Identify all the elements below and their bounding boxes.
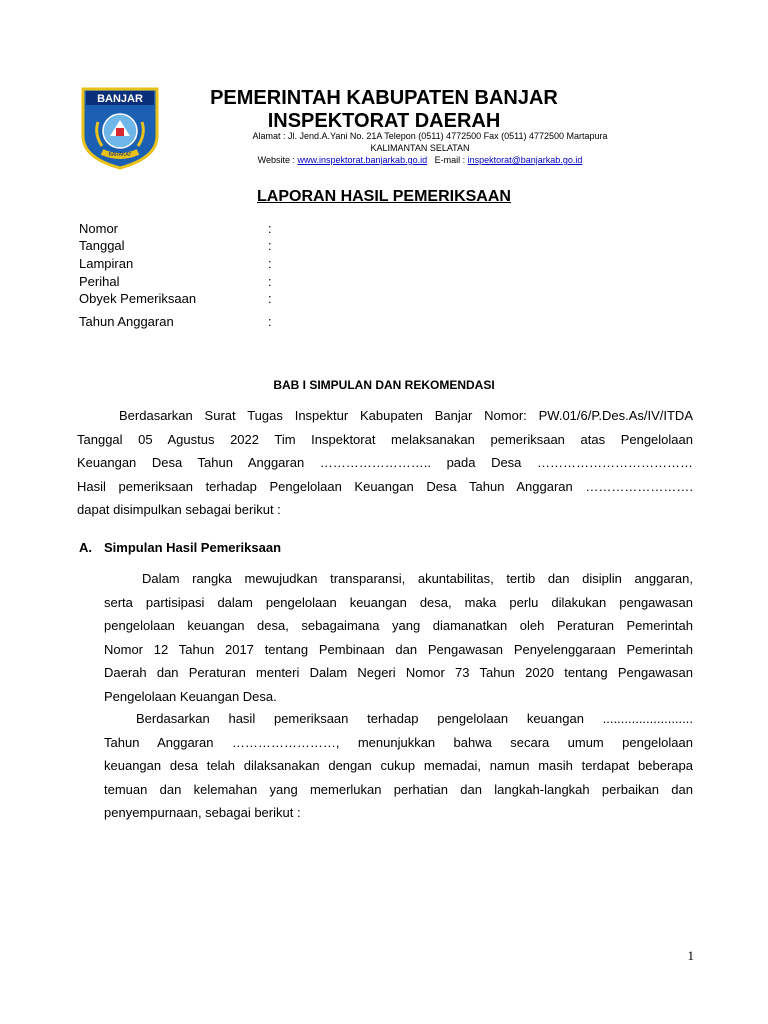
para1-line: Dalam rangka mewujudkan transparansi, akuntabilitas, tertib dan disiplin anggaran, <box>142 571 693 586</box>
meta-colon: : <box>268 274 272 289</box>
meta-colon: : <box>268 291 272 306</box>
intro-line: Berdasarkan Surat Tugas Inspektur Kabupaten Banjar Nomor: PW.01/6/P.Des.As/IV/ITDA <box>119 408 693 423</box>
org-line-2: INSPEKTORAT DAERAH <box>267 110 501 132</box>
meta-label-nomor: Nomor <box>79 221 119 236</box>
intro-line: Keuangan Desa Tahun Anggaran …………………….. pada Desa ……………………………… <box>77 455 693 470</box>
intro-line: Tanggal 05 Agustus 2022 Tim Inspektorat melaksanakan pemeriksaan atas Pengelolaan <box>77 431 693 447</box>
website-label: Website : <box>257 155 298 165</box>
email-link[interactable]: inspektorat@banjarkab.go.id <box>467 155 583 165</box>
contact-line <box>180 155 660 166</box>
para1-line: Daerah dan Peraturan menteri Dalam Negeri Nomor 73 Tahun 2020 tentang Pengawasan <box>104 665 693 680</box>
website-link[interactable]: www.inspektorat.banjarkab.go.id <box>297 155 428 165</box>
meta-label-perihal: Perihal <box>79 274 120 289</box>
banjar-logo <box>80 86 160 170</box>
meta-label-tahun: Tahun Anggaran <box>79 314 174 329</box>
para2-line: Tahun Anggaran ……………………, menunjukkan bahwa secara umum pengelolaan <box>104 734 693 750</box>
chapter-heading: BAB I SIMPULAN DAN REKOMENDASI <box>273 378 495 392</box>
section-a-number: A. <box>79 540 92 555</box>
para1-line: serta partisipasi dalam pengelolaan keuangan desa, maka perlu dilakukan pengawasan <box>104 594 693 610</box>
section-a-heading <box>79 540 281 556</box>
meta-colon: : <box>268 238 272 253</box>
address-line: Alamat : Jl. Jend.A.Yani No. 21A Telepon (0511) 4772500 Fax (0511) 4772500 Martapura <box>252 131 608 141</box>
page-number: 1 <box>687 948 694 963</box>
region-line: KALIMANTAN SELATAN <box>370 143 470 153</box>
para2-line: Berdasarkan hasil pemeriksaan terhadap pengelolaan keuangan ......................... <box>136 711 693 726</box>
paragraph-2 <box>104 707 693 825</box>
meta-label-obyek: Obyek Pemeriksaan <box>79 291 197 306</box>
intro-paragraph <box>77 404 693 522</box>
para2-line: keuangan desa telah dilaksanakan dengan cukup memadai, namun masih terdapat beberapa <box>104 758 693 773</box>
intro-line: dapat disimpulkan sebagai berikut : <box>77 502 281 517</box>
para1-line: pengelolaan keuangan desa, sebagaimana yang diamanatkan oleh Peraturan Pemerintah <box>104 618 693 633</box>
para2-line: penyempurnaan, sebagai berikut : <box>104 805 301 820</box>
para2-line: temuan dan kelemahan yang memerlukan perhatian dan langkah-langkah perbaikan dan <box>104 781 693 797</box>
meta-label-tanggal: Tanggal <box>79 238 125 253</box>
email-label: E-mail : <box>434 155 468 165</box>
intro-line: Hasil pemeriksaan terhadap Pengelolaan Keuangan Desa Tahun Anggaran ……………………. <box>77 478 693 494</box>
para1-line: Nomor 12 Tahun 2017 tentang Pembinaan dan Pengawasan Penyelenggaraan Pemerintah <box>104 641 693 657</box>
para1-line: Pengelolaan Keuangan Desa. <box>104 688 277 704</box>
document-title: LAPORAN HASIL PEMERIKSAAN <box>257 188 511 205</box>
meta-label-lampiran: Lampiran <box>79 256 134 271</box>
section-a-title: Simpulan Hasil Pemeriksaan <box>104 540 282 555</box>
org-line-1: PEMERINTAH KABUPATEN BANJAR <box>210 87 558 109</box>
logo-text: BANJAR <box>97 93 143 105</box>
meta-colon: : <box>268 256 272 271</box>
logo-motto: BARAKAT <box>108 152 132 158</box>
meta-colon: : <box>268 314 272 329</box>
paragraph-1 <box>104 567 693 708</box>
meta-colon: : <box>268 221 272 236</box>
